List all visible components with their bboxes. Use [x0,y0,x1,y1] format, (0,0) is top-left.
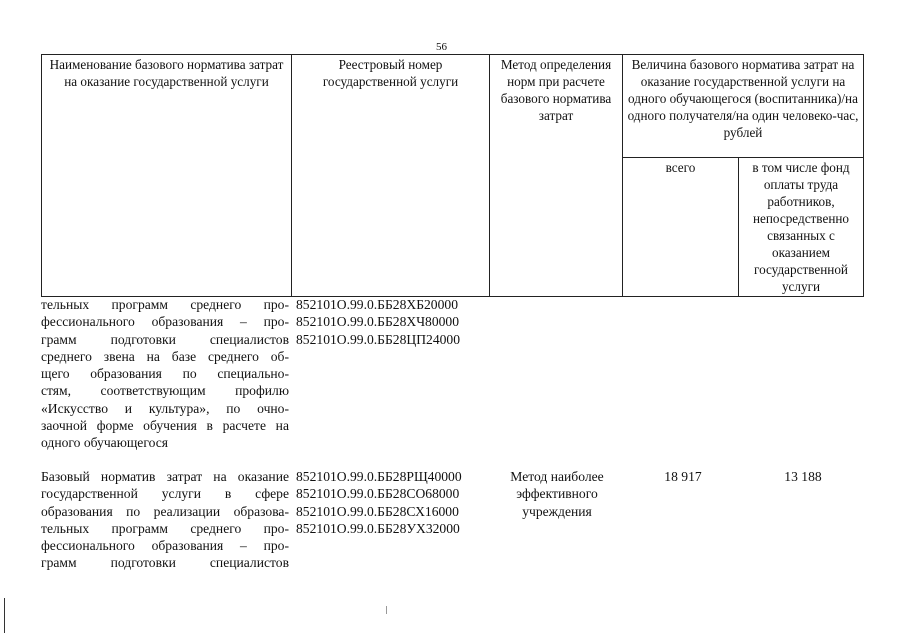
header-fund-cell: в том числе фонд оплаты труда работников, непосредственно связанных с оказанием государственной услуги [739,158,864,297]
registry-number: 852101О.99.0.ББ28УХ32000 [296,520,460,536]
norm-name-line: одного обучающегося [41,435,169,451]
registry-number: 852101О.99.0.ББ28СО68000 [296,486,460,502]
norm-name-line: грамм подготовки специалистов [41,331,289,347]
norm-name-line: заочной форме обучения в расчете на [41,418,289,434]
norm-name-line: среднего звена на базе среднего об- [41,348,289,364]
norm-name-line: образования по реализации образова- [41,503,289,519]
header-total-cell: всего [623,158,739,297]
norm-name-line: фессионального образования – про- [41,538,289,554]
registry-cell [296,296,496,348]
norm-name-line: тельных программ среднего про- [41,297,289,312]
header-registry-cell: Реестровый номер государственной услуги [292,55,490,297]
norm-table-header [41,54,864,297]
header-value-cell: Величина базового норматива затрат на оказание государственной услуги на одного обучающегося (воспитанника)/на одного получателя/на один человеко-час, рублей [623,55,864,158]
page-number: 56 [436,41,447,53]
norm-name-line: «Искусство и культура», по очно- [41,400,289,416]
registry-number: 852101О.99.0.ББ28РЩ40000 [296,469,462,484]
norm-name-line: грамм подготовки специалистов [41,555,289,571]
norm-name-line: фессионального образования – про- [41,314,289,330]
norm-name-line: тельных программ среднего про- [41,520,289,536]
table-row [41,296,871,468]
norm-name-line: щего образования по специально- [41,366,289,382]
norm-name-line: государственной услуги в сфере [41,486,289,502]
norm-name-cell [41,468,289,572]
registry-number: 852101О.99.0.ББ28ХЧ80000 [296,314,460,330]
registry-cell [296,468,496,537]
registry-number: 852101О.99.0.ББ28ЦП24000 [296,331,461,347]
total-value: 18 917 [664,469,702,484]
registry-number: 852101О.99.0.ББ28ХБ20000 [296,297,458,312]
table-body [41,296,871,578]
method-cell: Метод наиболее эффективного учреждения [510,469,604,519]
scan-artifact-mark [386,606,387,614]
norm-name-line: Базовый норматив затрат на оказание [41,469,289,484]
header-name-cell: Наименование базового норматива затрат на оказание государственной услуги [42,55,292,297]
header-method-cell: Метод определения норм при расчете базового норматива затрат [490,55,623,297]
scan-edge-line [4,598,5,633]
payroll-fund-value: 13 188 [784,469,822,484]
norm-name-cell [41,296,289,452]
table-row [41,468,871,578]
norm-name-line: стям, соответствующим профилю [41,383,289,399]
registry-number: 852101О.99.0.ББ28СХ16000 [296,503,459,519]
